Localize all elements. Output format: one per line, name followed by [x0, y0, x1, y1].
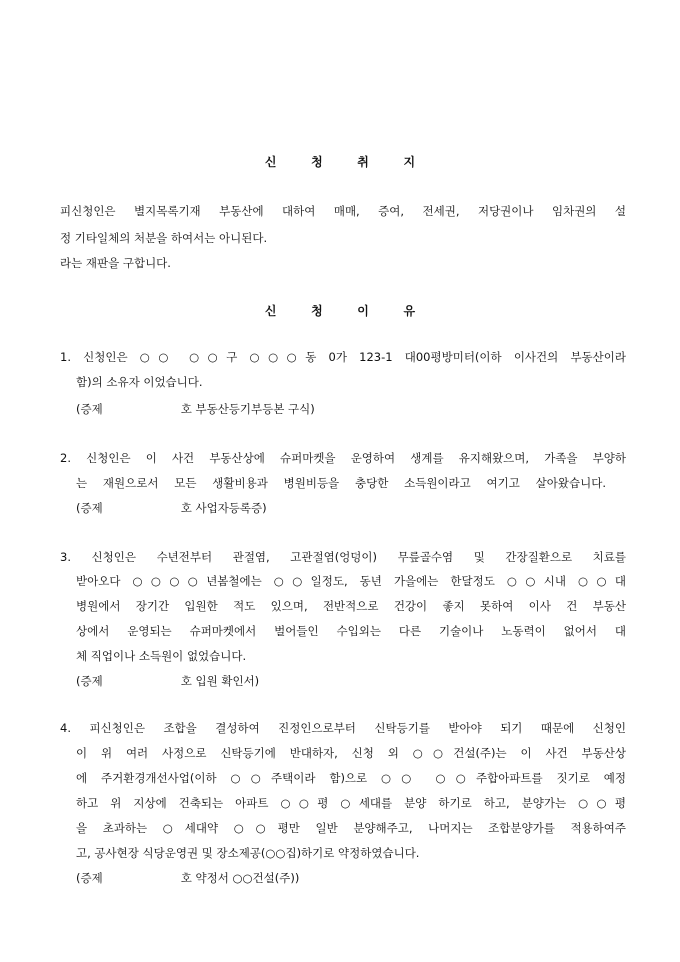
- intent-heading-char: 지: [403, 155, 416, 169]
- intent-heading: [0, 153, 680, 170]
- evidence-desc: 호 입원 확인서): [180, 674, 260, 688]
- intent-line: 정 기타일체의 처분을 하여서는 아니된다.: [60, 231, 268, 245]
- reason-3-line: 3. 신청인은 수년전부터 관절염, 고관절염(엉덩이) 무릎골수염 및 간장질환으로 치료를: [60, 550, 626, 564]
- intent-line: 라는 재판을 구합니다.: [60, 256, 171, 270]
- reason-1-line: 함)의 소유자 이었습니다.: [76, 375, 203, 389]
- reason-2-evidence: [76, 500, 267, 516]
- reason-1-line: 1. 신청인은 ○○ ○○구 ○○○동 0가 123-1 대00평방미터(이하 이사건의 부동산이라: [60, 350, 626, 364]
- evidence-prefix: (증제: [76, 402, 103, 416]
- intent-line: 피신청인은 별지목록기재 부동산에 대하여 매매, 증여, 전세권, 저당권이나 임차권의 설: [60, 204, 626, 218]
- reasons-heading-char: 신: [264, 304, 277, 318]
- reason-4-line: 을 초과하는 ○세대약 ○○평만 일반 분양해주고, 나머지는 조합분양가를 적용하여주: [76, 821, 626, 835]
- evidence-prefix: (증제: [76, 674, 103, 688]
- evidence-prefix: (증제: [76, 871, 103, 885]
- evidence-desc: 호 약정서 ○○건설(주)): [180, 871, 300, 885]
- intent-heading-char: 취: [357, 155, 369, 169]
- reasons-heading-char: 청: [311, 304, 323, 318]
- reasons-heading-char: 유: [403, 304, 416, 318]
- evidence-desc: 호 사업자등록증): [180, 501, 267, 515]
- reason-2-line: 는 재원으로서 모든 생활비용과 병원비등을 충당한 소득원이라고 여기고 살아왔습니다.: [76, 476, 606, 490]
- reason-3-evidence: [76, 673, 259, 689]
- evidence-prefix: (증제: [76, 501, 103, 515]
- reason-4-line: 하고 위 지상에 건축되는 아파트 ○○평 ○세대를 분양 하기로 하고, 분양가는 ○○평: [76, 796, 626, 810]
- reason-2-line: 2. 신청인은 이 사건 부동산상에 슈퍼마켓을 운영하여 생계를 유지해왔으며, 가족을 부양하: [60, 451, 626, 465]
- reason-3-line: 체 직업이나 소득원이 없었습니다.: [76, 649, 247, 663]
- intent-heading-char: 청: [311, 155, 323, 169]
- reason-3-line: 상에서 운영되는 슈퍼마켓에서 벌어들인 수입외는 다른 기술이나 노동력이 없어서 대: [76, 624, 626, 638]
- intent-heading-char: 신: [264, 155, 277, 169]
- evidence-desc: 호 부동산등기부등본 구식): [180, 402, 315, 416]
- reasons-heading: [0, 302, 680, 319]
- reasons-heading-char: 이: [357, 304, 369, 318]
- reason-1-evidence: [76, 401, 315, 417]
- reason-3-line: 병원에서 장기간 입원한 적도 있으며, 전반적으로 건강이 좋지 못하여 이사 건 부동산: [76, 599, 626, 613]
- reason-3-line: 받아오다 ○○○○년봄철에는 ○○일정도, 동년 가을에는 한달정도 ○○시내 ○○대: [76, 574, 626, 588]
- reason-4-line: 4. 피신청인은 조합을 결성하여 진정인으로부터 신탁등기를 받아야 되기 때문에 신청인: [60, 721, 626, 735]
- reason-4-evidence: [76, 870, 299, 886]
- reason-4-line: 에 주거환경개선사업(이하 ○○주택이라 함)으로 ○○ ○○주합아파트를 짓기로 예정: [76, 771, 626, 785]
- reason-4-line: 고, 공사현장 식당운영권 및 장소제공(○○집)하기로 약정하였습니다.: [76, 846, 420, 860]
- reason-4-line: 이 위 여러 사정으로 신탁등기에 반대하자, 신청 외 ○○건설(주)는 이 사건 부동산상: [76, 746, 626, 760]
